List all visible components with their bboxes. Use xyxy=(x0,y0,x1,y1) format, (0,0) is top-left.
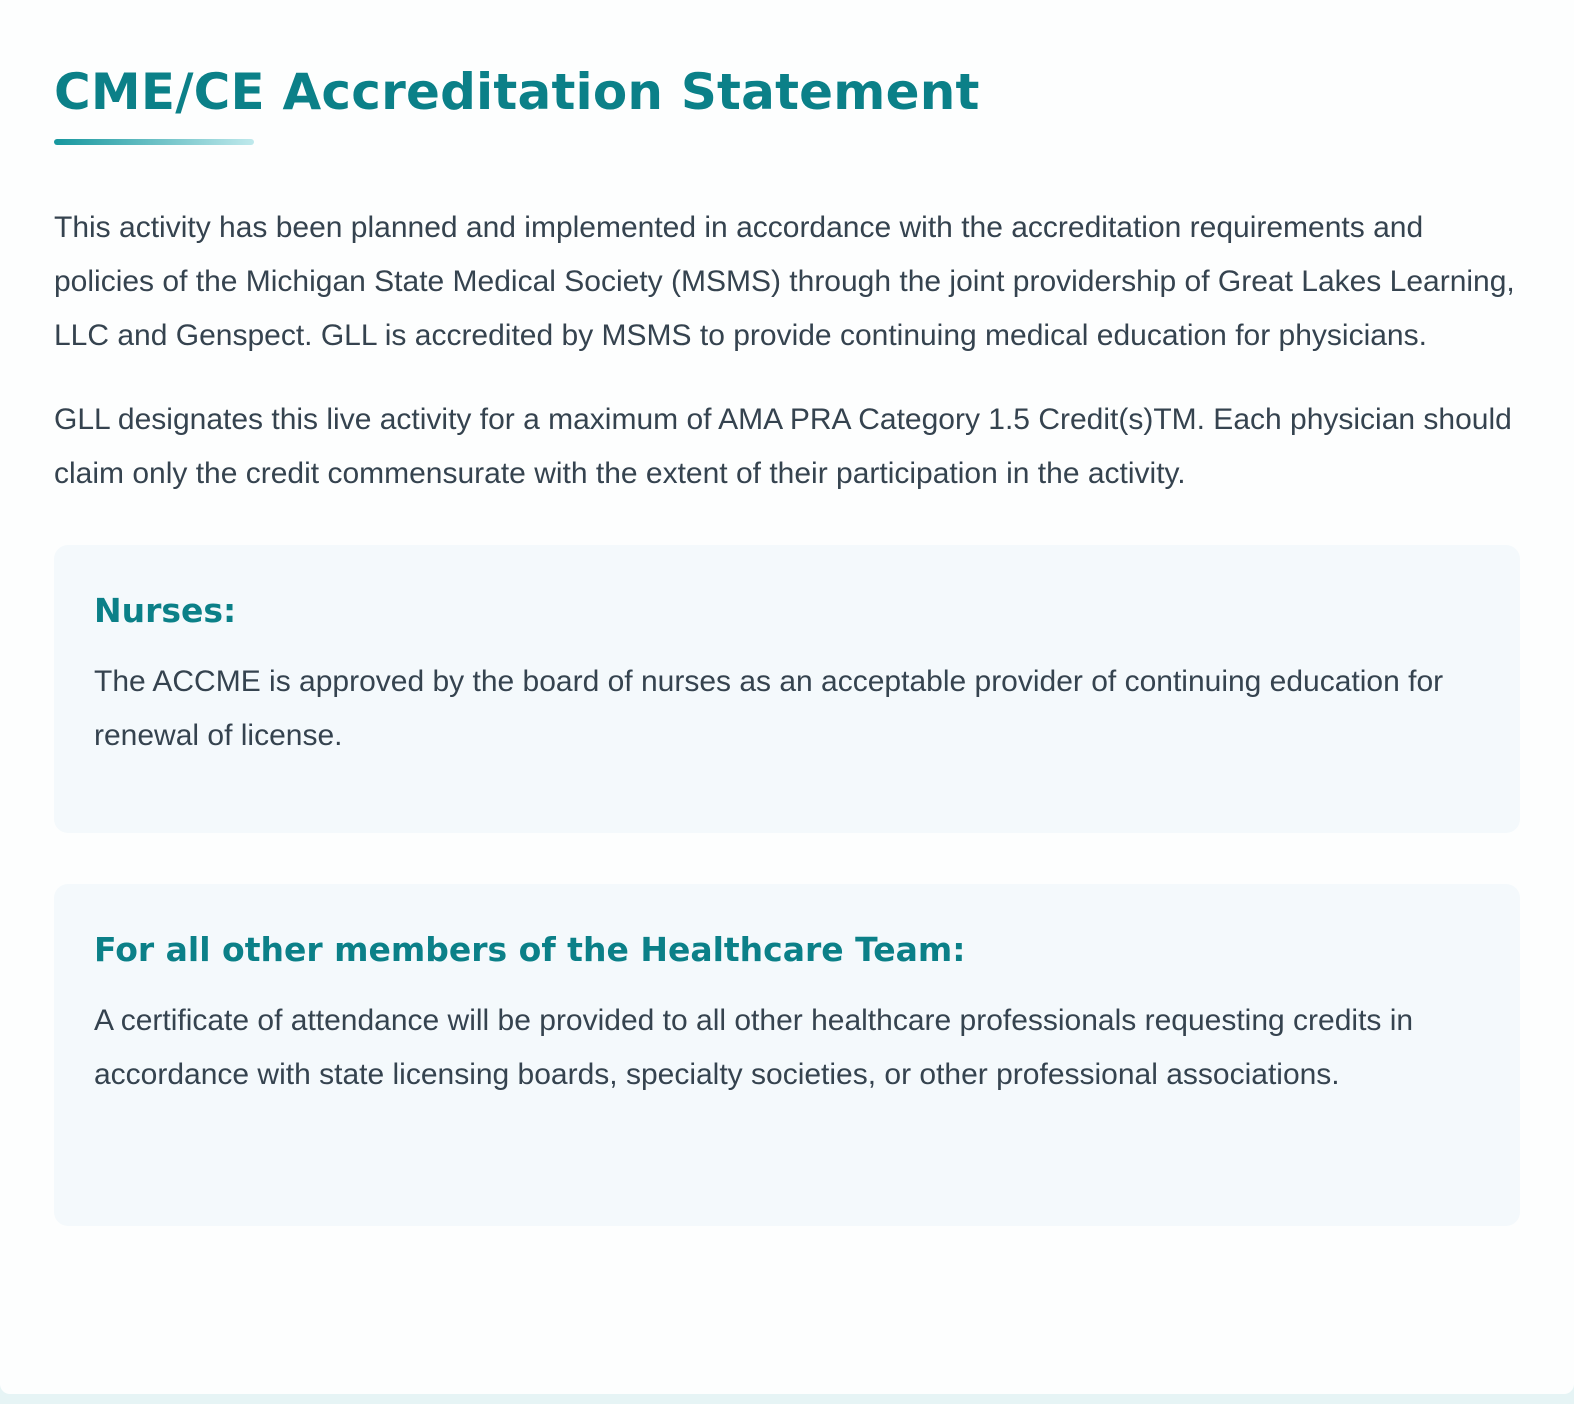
intro-paragraph-designation: GLL designates this live activity for a maximum of AMA PRA Category 1.5 Credit(s)TM. Each physician should claim only the credit commensurate with the extent of their participation in the activity. xyxy=(54,403,1512,490)
title-underline xyxy=(54,139,254,145)
intro-section xyxy=(54,201,1520,501)
page-title: CME/CE Accreditation Statement xyxy=(54,63,980,121)
nurses-text: The ACCME is approved by the board of nurses as an acceptable provider of continuing education for renewal of license. xyxy=(94,665,1444,752)
healthcare-team-text: A certificate of attendance will be provided to all other healthcare professionals requesting credits in accordance with state licensing boards, specialty societies, or other professional associations. xyxy=(94,1004,1414,1091)
healthcare-team-heading: For all other members of the Healthcare Team: xyxy=(94,930,966,969)
healthcare-team-card xyxy=(54,884,1520,1226)
intro-paragraph-accreditation: This activity has been planned and implemented in accordance with the accreditation requirements and policies of the Michigan State Medical Society (MSMS) through the joint providership of Great Lakes Learning, LLC and Genspect. GLL is accredited by MSMS to provide continuing medical education for physicians. xyxy=(54,211,1515,352)
nurses-card xyxy=(54,545,1520,833)
nurses-heading: Nurses: xyxy=(94,591,237,630)
